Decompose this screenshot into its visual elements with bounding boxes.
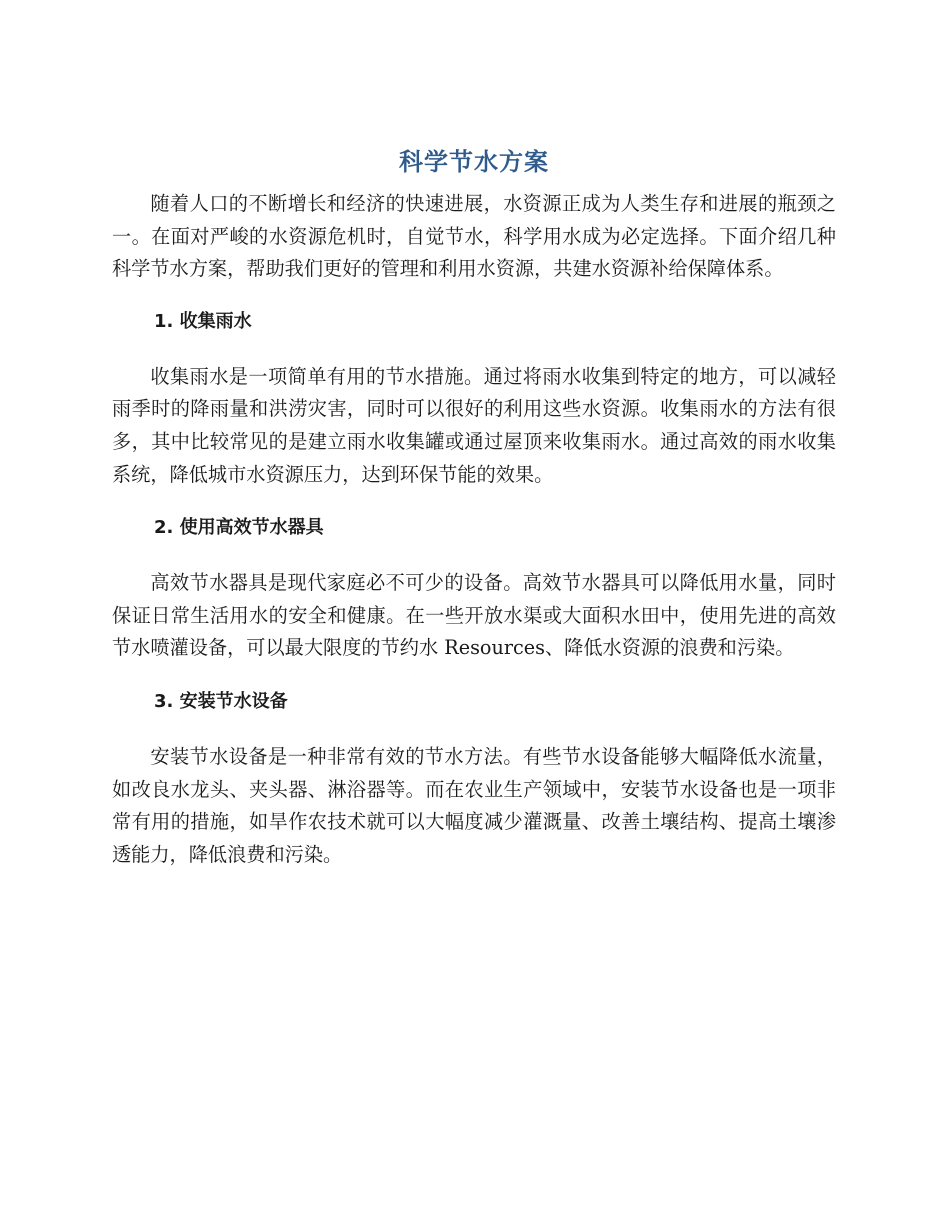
section-body-efficient-fixtures: 高效节水器具是现代家庭必不可少的设备。高效节水器具可以降低用水量，同时保证日常生活用水的安全和健康。在一些开放水渠或大面积水田中，使用先进的高效节水喷灌设备，可以最大限度的节约水 Resources、降低水资源的浪费和污染。	[112, 571, 836, 660]
section-heading-rainwater: 1. 收集雨水	[154, 310, 252, 332]
document-title: 科学节水方案	[399, 148, 549, 176]
section-body-install-devices: 安装节水设备是一种非常有效的节水方法。有些节水设备能够大幅降低水流量，如改良水龙头、夹头器、淋浴器等。而在农业生产领域中，安装节水设备也是一项非常有用的措施，如旱作农技术就可以大幅度减少灌溉量、改善土壤结构、提高土壤渗透能力，降低浪费和污染。	[112, 744, 836, 866]
document-body	[112, 140, 836, 871]
section-body-rainwater: 收集雨水是一项简单有用的节水措施。通过将雨水收集到特定的地方，可以减轻雨季时的降雨量和洪涝灾害，同时可以很好的利用这些水资源。收集雨水的方法有很多，其中比较常见的是建立雨水收集罐或通过屋顶来收集雨水。通过高效的雨水收集系统，降低城市水资源压力，达到环保节能的效果。	[112, 364, 836, 486]
section-heading-efficient-fixtures: 2. 使用高效节水器具	[154, 517, 324, 539]
intro-paragraph: 随着人口的不断增长和经济的快速进展，水资源正成为人类生存和进展的瓶颈之一。在面对严峻的水资源危机时，自觉节水，科学用水成为必定选择。下面介绍几种科学节水方案，帮助我们更好的管理和利用水资源，共建水资源补给保障体系。	[112, 192, 836, 281]
section-heading-install-devices: 3. 安装节水设备	[154, 690, 288, 712]
